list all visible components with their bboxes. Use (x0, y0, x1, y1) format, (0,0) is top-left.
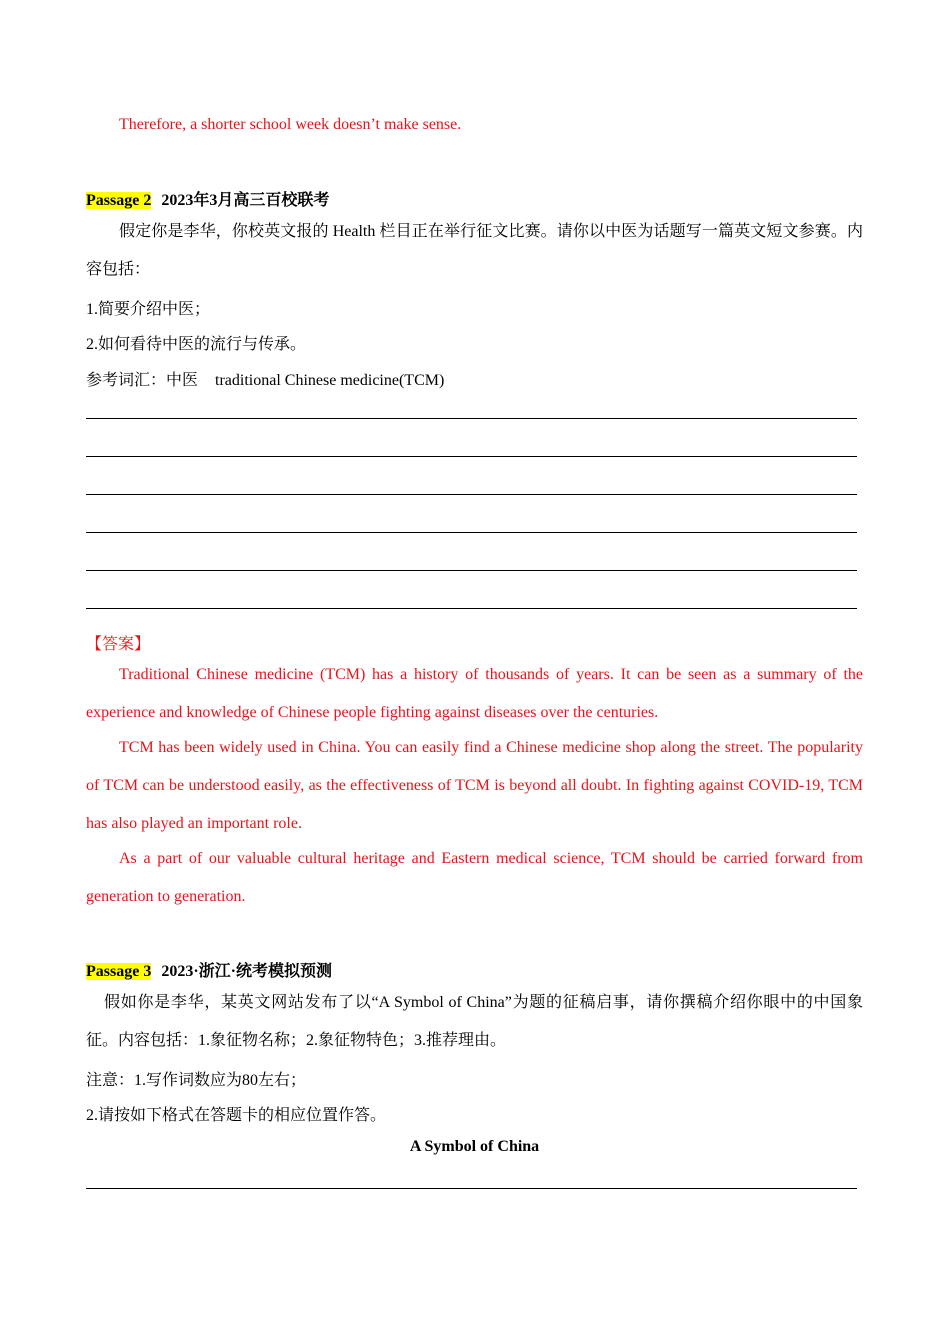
answer-paragraph-2: TCM has been widely used in China. You can easily find a Chinese medicine shop along the street. The popularity of TCM can be understood easily, as the effectiveness of TCM is beyond all doubt. In fighting against COVID-19, TCM has also played an important role. (86, 739, 863, 832)
writing-line (86, 456, 857, 457)
writing-line (86, 418, 857, 419)
answer-paragraph-3: As a part of our valuable cultural heritage and Eastern medical science, TCM should be carried forward from generation to generation. (86, 850, 863, 905)
passage1-conclusion: Therefore, a shorter school week doesn’t make sense. (119, 116, 462, 133)
passage3-prompt: 假如你是李华，某英文网站发布了以“A Symbol of China”为题的征稿启事，请你撰稿介绍你眼中的中国象征。内容包括：1.象征物名称；2.象征物特色；3.推荐理由。 (86, 994, 863, 1049)
passage3-header (86, 958, 332, 981)
passage2-vocab (86, 367, 444, 390)
passage3-source: 2023·浙江·统考模拟预测 (161, 963, 333, 980)
answer-label: 【答案】 (86, 636, 151, 653)
passage3-tag: Passage 3 (86, 963, 152, 980)
writing-line (86, 608, 857, 609)
passage2-item2: 2.如何看待中医的流行与传承。 (86, 336, 307, 353)
essay-title: A Symbol of China (409, 1138, 540, 1155)
passage2-header (86, 187, 329, 210)
passage2-tag: Passage 2 (86, 192, 152, 209)
vocab-label: 参考词汇：中医 (86, 372, 199, 389)
passage2-item1: 1.简要介绍中医； (86, 301, 211, 318)
answer-paragraph-1: Traditional Chinese medicine (TCM) has a history of thousands of years. It can be seen as a summary of the experience and knowledge of Chinese people fighting against diseases over the centuries. (86, 666, 863, 721)
writing-line (86, 532, 857, 533)
writing-line (86, 494, 857, 495)
writing-line (86, 570, 857, 571)
passage2-prompt: 假定你是李华，你校英文报的 Health 栏目正在举行征文比赛。请你以中医为话题写一篇英文短文参赛。内容包括： (86, 223, 863, 278)
writing-line (86, 1188, 857, 1189)
vocab-term: traditional Chinese medicine(TCM) (215, 372, 445, 389)
passage2-source: 2023年3月高三百校联考 (161, 192, 330, 209)
passage3-note2: 2.请按如下格式在答题卡的相应位置作答。 (86, 1107, 387, 1124)
passage3-note1: 注意：1.写作词数应为80左右； (86, 1072, 307, 1089)
